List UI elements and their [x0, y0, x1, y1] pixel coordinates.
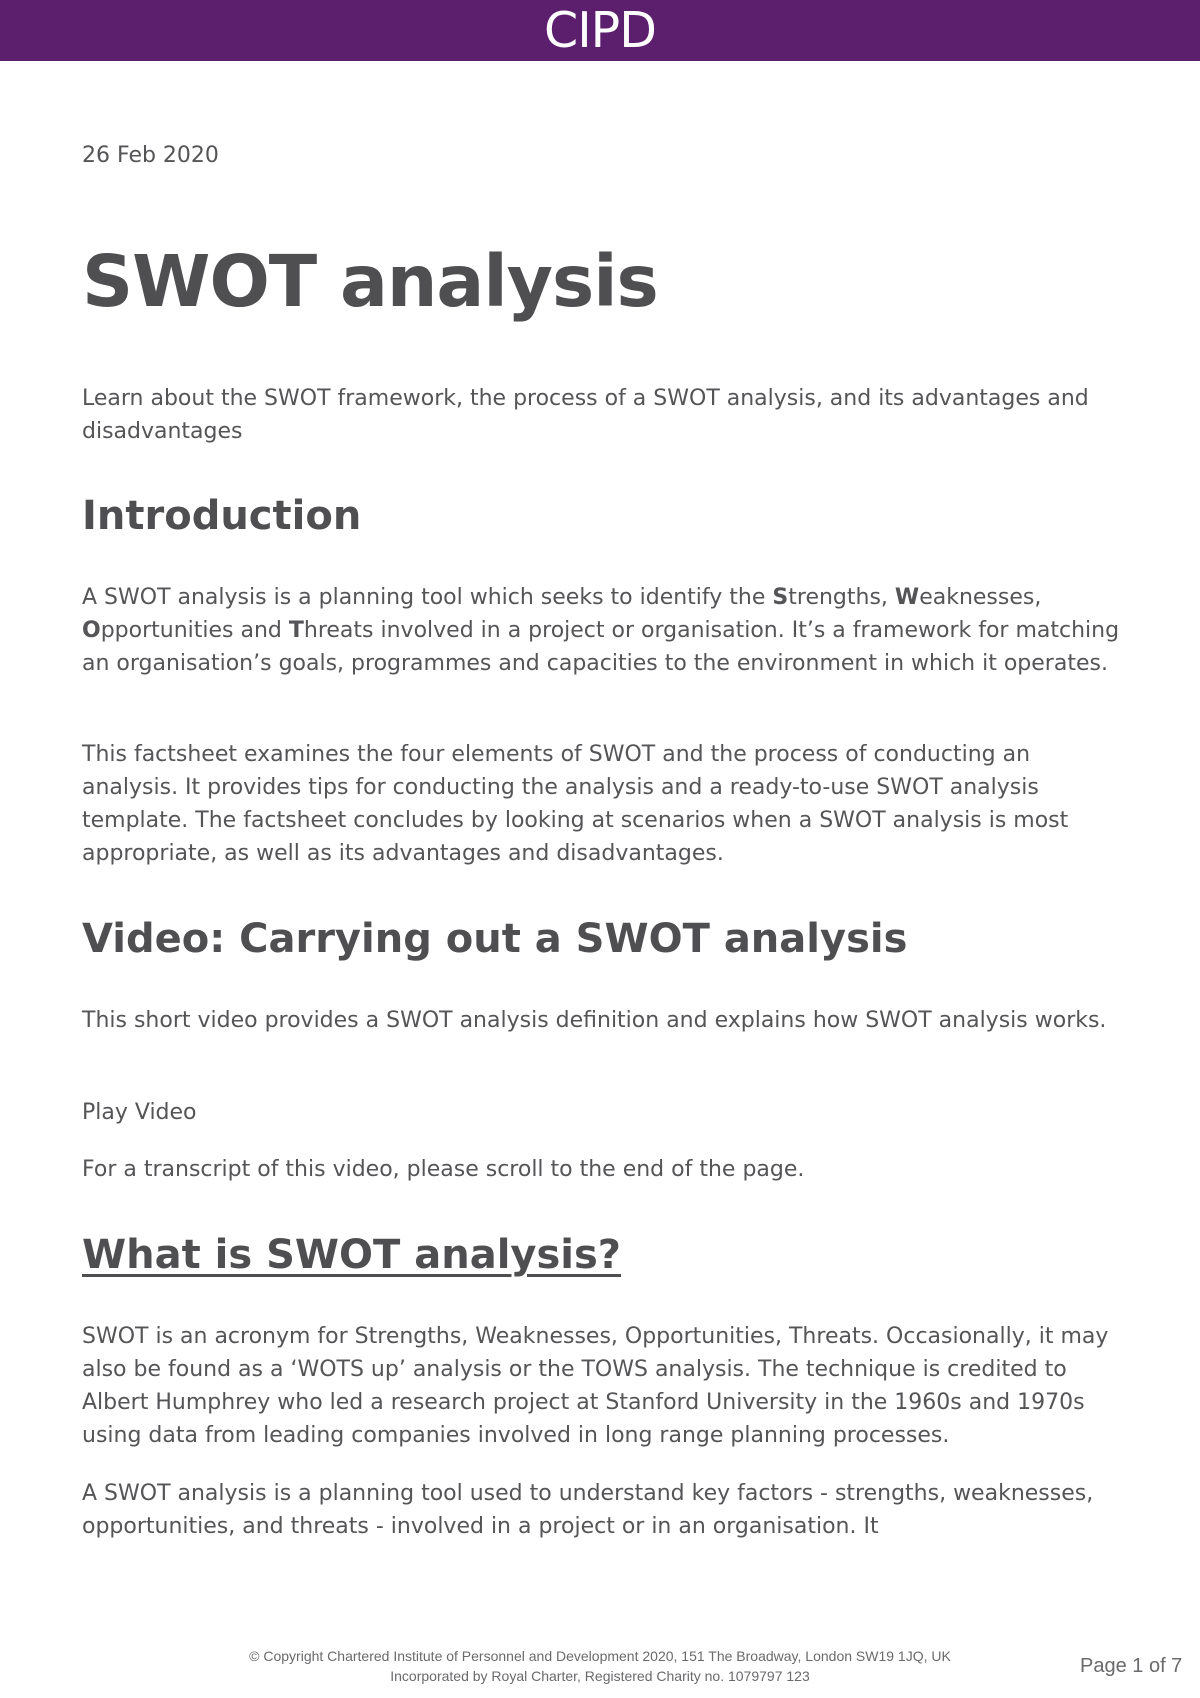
- what-is-paragraph-2: A SWOT analysis is a planning tool used to understand key factors - strengths, weaknesses, opportunities, and threats - involved in a project or in an organisation. It: [82, 1481, 1094, 1539]
- footer-copyright: [180, 1646, 1020, 1686]
- video-paragraph-2: For a transcript of this video, please scroll to the end of the page.: [82, 1157, 805, 1182]
- what-is-swot-heading[interactable]: What is SWOT analysis?: [82, 1232, 622, 1278]
- video-heading: Video: Carrying out a SWOT analysis: [82, 916, 908, 962]
- page-number: Page 1 of 7: [1080, 1655, 1183, 1677]
- publish-date: 26 Feb 2020: [82, 143, 219, 168]
- page-title: SWOT analysis: [82, 240, 658, 323]
- cipd-logo: CIPD: [544, 2, 656, 59]
- footer-line-1: © Copyright Chartered Institute of Personnel and Development 2020, 151 The Broadway, London SW19 1JQ, UK: [249, 1648, 951, 1664]
- video-paragraph-1: This short video provides a SWOT analysis definition and explains how SWOT analysis works.: [82, 1008, 1107, 1033]
- what-is-paragraph-1: SWOT is an acronym for Strengths, Weaknesses, Opportunities, Threats. Occasionally, it may also be found as a ‘WOTS up’ analysis or the TOWS analysis. The technique is credited to Albert Humphrey who led a research project at Stanford University in the 1960s and 1970s using data from leading companies involved in long range planning processes.: [82, 1324, 1109, 1448]
- introduction-paragraph-1: A SWOT analysis is a planning tool which seeks to identify the Strengths, Weaknesses, Opportunities and Threats involved in a project or organisation. It’s a framework for matching an organisation’s goals, programmes and capacities to the environment in which it operates.: [82, 585, 1120, 676]
- introduction-heading: Introduction: [82, 493, 362, 539]
- footer-line-2: Incorporated by Royal Charter, Registered Charity no. 1079797 123: [390, 1668, 810, 1684]
- play-video-link[interactable]: Play Video: [82, 1100, 197, 1125]
- summary-text: Learn about the SWOT framework, the process of a SWOT analysis, and its advantages and disadvantages: [82, 386, 1089, 444]
- introduction-paragraph-2: This factsheet examines the four elements of SWOT and the process of conducting an analysis. It provides tips for conducting the analysis and a ready-to-use SWOT analysis template. The factsheet concludes by looking at scenarios when a SWOT analysis is most appropriate, as well as its advantages and disadvantages.: [82, 742, 1069, 866]
